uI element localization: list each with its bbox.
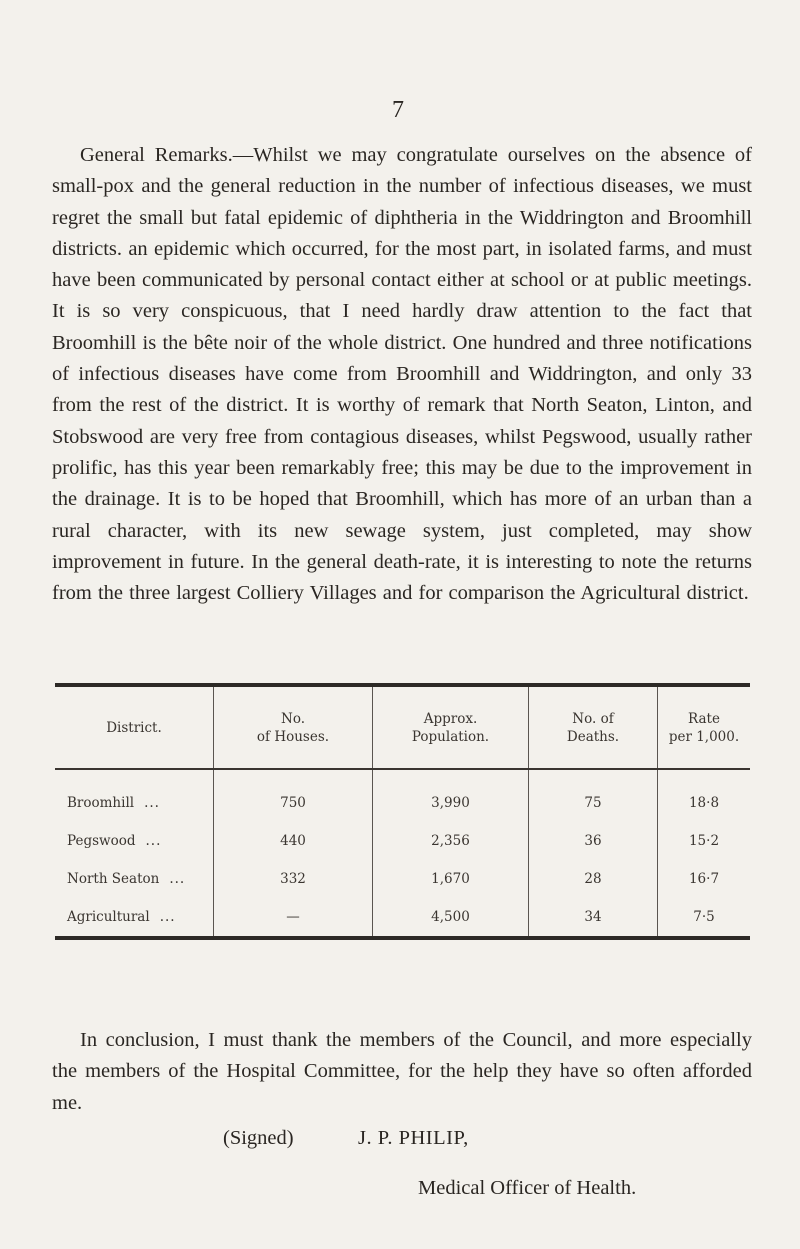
header-district: District.	[55, 685, 214, 769]
signatory-name: J. P. PHILIP,	[358, 1127, 469, 1149]
cell-rate: 7·5	[658, 898, 751, 938]
table-row	[55, 898, 750, 938]
table-row	[55, 822, 750, 860]
header-houses: No. of Houses.	[214, 685, 373, 769]
cell-district: North Seaton ...	[67, 871, 186, 887]
death-rate-table	[55, 683, 750, 940]
cell-district: Agricultural ...	[67, 909, 176, 925]
cell-district: Broomhill ...	[67, 795, 160, 811]
page-number: 7	[392, 97, 404, 123]
cell-rate: 18·8	[658, 784, 751, 822]
header-population: Approx. Population.	[373, 685, 529, 769]
table-header-row	[55, 685, 750, 769]
signatory-title: Medical Officer of Health.	[418, 1177, 637, 1199]
general-remarks-paragraph	[52, 140, 752, 609]
signature-block	[223, 1123, 469, 1154]
cell-deaths: 75	[529, 784, 658, 822]
cell-houses: —	[214, 898, 373, 938]
signed-label: (Signed)	[223, 1127, 294, 1149]
cell-houses: 440	[214, 822, 373, 860]
cell-population: 4,500	[373, 898, 529, 938]
cell-houses: 332	[214, 860, 373, 898]
cell-district: Pegswood ...	[67, 833, 162, 849]
table-row	[55, 784, 750, 822]
conclusion-paragraph	[52, 1025, 752, 1119]
cell-rate: 15·2	[658, 822, 751, 860]
cell-deaths: 36	[529, 822, 658, 860]
table-row	[55, 860, 750, 898]
table-spacer-row	[55, 769, 750, 784]
cell-population: 2,356	[373, 822, 529, 860]
cell-population: 3,990	[373, 784, 529, 822]
cell-deaths: 34	[529, 898, 658, 938]
remarks-body: Whilst we may congratulate ourselves on the absence of small-pox and the general reduction in the number of infectious diseases, we must regret the small but fatal epidemic of diphtheria in the Widdrington and Broomhill districts. an epidemic which occurred, for the most part, in isolated farms, and must have been communicated by personal contact either at school or at public meetings. It is so very conspicuous, that I need hardly draw attention to the fact that Broomhill is the bête noir of the whole district. One hundred and three notifications of infectious diseases have come from Broomhill and Widdrington, and only 33 from the rest of the district. It is worthy of remark that North Seaton, Linton, and Stobswood are very free from contagious diseases, whilst Pegswood, usually rather prolific, has this year been remarkably free; this may be due to the improvement in the drainage. It is to be hoped that Broomhill, which has more of an urban than a rural character, with its new sewage system, just completed, may show improvement in future. In the general death-rate, it is interesting to note the returns from the three largest Colliery Villages and for comparison the Agricultural district.	[52, 144, 753, 605]
cell-rate: 16·7	[658, 860, 751, 898]
cell-deaths: 28	[529, 860, 658, 898]
header-deaths: No. of Deaths.	[529, 685, 658, 769]
header-rate: Rate per 1,000.	[658, 685, 751, 769]
cell-population: 1,670	[373, 860, 529, 898]
conclusion-text: In conclusion, I must thank the members of the Council, and more especially the members of the Hospital Committee, for the help they have so often afforded me.	[52, 1029, 752, 1114]
remarks-dash: —	[232, 144, 254, 166]
remarks-heading: General Remarks.	[80, 144, 233, 166]
cell-houses: 750	[214, 784, 373, 822]
